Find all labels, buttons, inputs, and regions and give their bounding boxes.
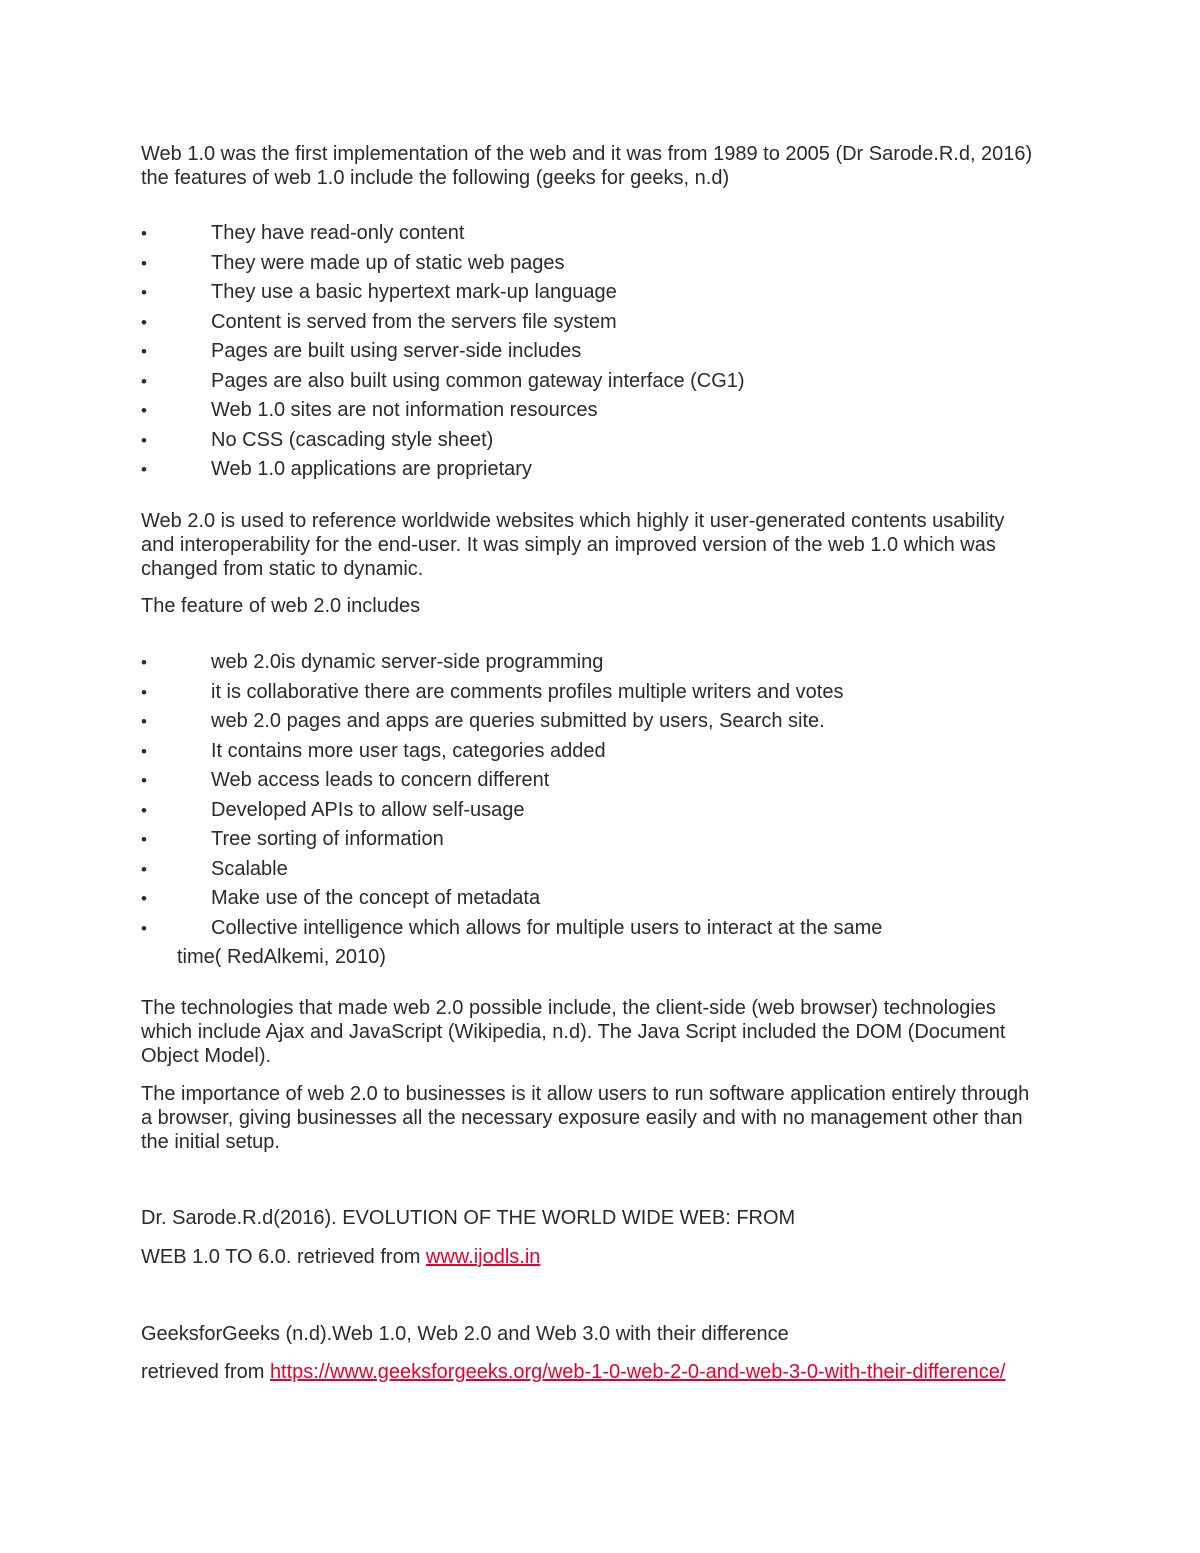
list-item (141, 455, 745, 485)
list-item-text: Web 1.0 applications are proprietary (211, 458, 532, 480)
list-item-text: Developed APIs to allow self-usage (211, 798, 525, 821)
bullet-icon: • (141, 342, 147, 361)
text-line: which include Ajax and JavaScript (Wikipedia, n.d). The Java Script included the DOM (Document (141, 1021, 1006, 1043)
bullet-icon: • (141, 430, 147, 450)
list-item (141, 796, 882, 826)
text-line: and interoperability for the end-user. It was simply an improved version of the web 1.0 which was (141, 534, 996, 556)
list-item (141, 278, 745, 308)
list-item-text: Web 1.0 sites are not information resources (211, 399, 598, 421)
list-item (141, 337, 745, 367)
web2-features-list (141, 648, 882, 943)
reference-text: WEB 1.0 TO 6.0. retrieved from (141, 1246, 426, 1268)
bullet-icon: • (141, 283, 147, 302)
list-item-text: They have read-only content (211, 222, 465, 244)
list-item (141, 825, 882, 855)
list-item (141, 219, 745, 249)
importance-paragraph (141, 1082, 1081, 1154)
bullet-icon: • (141, 653, 147, 672)
list-item-text: Collective intelligence which allows for multiple users to interact at the same (211, 916, 883, 939)
reference-2-line-1: GeeksforGeeks (n.d).Web 1.0, Web 2.0 and Web 3.0 with their difference (141, 1323, 789, 1345)
bullet-icon: • (141, 312, 147, 332)
heading-text: The feature of web 2.0 includes (141, 595, 421, 617)
web1-intro-paragraph (141, 142, 1081, 190)
bullet-icon: • (141, 859, 147, 879)
reference-1-line-2 (141, 1245, 540, 1269)
web1-features-list (141, 219, 745, 485)
bullet-icon: • (141, 371, 147, 391)
reference-2-link[interactable]: https://www.geeksforgeeks.org/web-1-0-web-2-0-and-web-3-0-with-their-difference/ (269, 1361, 1006, 1383)
list-item (141, 737, 882, 767)
list-item-text: web 2.0 pages and apps are queries submitted by users, Search site. (211, 710, 825, 732)
list-item (141, 914, 882, 944)
list-item-text: it is collaborative there are comments profiles multiple writers and votes (211, 680, 844, 703)
list-item (141, 249, 745, 279)
text-line: The importance of web 2.0 to businesses is it allow users to run software application entirely through (141, 1083, 1030, 1105)
reference-text: retrieved from (141, 1361, 270, 1383)
list-item (141, 396, 745, 426)
reference-2-line-2 (141, 1360, 1005, 1384)
list-item-text: Scalable (211, 857, 288, 880)
bullet-icon: • (141, 918, 147, 938)
bullet-icon: • (141, 800, 147, 820)
text-line: changed from static to dynamic. (141, 558, 424, 580)
text-line: Object Model). (141, 1045, 272, 1067)
list-item (141, 678, 882, 708)
reference-1-line-1: Dr. Sarode.R.d(2016). EVOLUTION OF THE WORLD WIDE WEB: FROM (141, 1207, 796, 1229)
bullet-icon: • (141, 224, 147, 243)
list-item (141, 648, 882, 678)
web2-features-heading (141, 594, 1081, 618)
bullet-icon: • (141, 401, 147, 420)
bullet-icon: • (141, 741, 147, 761)
list-item-text: Make use of the concept of metadata (211, 887, 541, 909)
bullet-icon: • (141, 682, 147, 702)
list-item-text: They use a basic hypertext mark-up language (211, 281, 617, 303)
list-item (141, 766, 882, 796)
text-line: Web 1.0 was the first implementation of the web and it was from 1989 to 2005 (Dr Sarode.R.d, 2016) (141, 143, 1033, 165)
list-item (141, 855, 882, 885)
bullet-icon: • (141, 460, 147, 479)
text-line: The technologies that made web 2.0 possible include, the client-side (web browser) technologies (141, 997, 996, 1019)
list-item-text: Content is served from the servers file system (211, 310, 617, 333)
bullet-icon: • (141, 830, 147, 849)
list-item-text: Tree sorting of information (211, 828, 444, 850)
technologies-paragraph (141, 996, 1081, 1068)
list-item (141, 308, 745, 338)
text-line: the features of web 1.0 include the following (geeks for geeks, n.d) (141, 167, 730, 189)
bullet-icon: • (141, 889, 147, 908)
list-item-text: web 2.0is dynamic server-side programming (211, 651, 604, 673)
list-item-text: Web access leads to concern different (211, 769, 550, 791)
list-item-text: No CSS (cascading style sheet) (211, 428, 494, 451)
bullet-icon: • (141, 771, 147, 790)
web2-intro-paragraph (141, 509, 1081, 581)
list-item (141, 884, 882, 914)
text-line: Web 2.0 is used to reference worldwide websites which highly it user-generated contents usability (141, 510, 1005, 532)
list-item (141, 707, 882, 737)
list-item-text: It contains more user tags, categories added (211, 739, 606, 762)
text-line: the initial setup. (141, 1131, 280, 1153)
list-item (141, 367, 745, 397)
reference-1-link[interactable]: www.ijodls.in (425, 1246, 541, 1268)
list-item-continuation: time( RedAlkemi, 2010) (177, 946, 386, 968)
list-item-text: Pages are also built using common gateway interface (CG1) (211, 369, 745, 392)
text-line: a browser, giving businesses all the necessary exposure easily and with no management other than (141, 1107, 1023, 1129)
bullet-icon: • (141, 253, 147, 273)
list-item-text: Pages are built using server-side includes (211, 340, 582, 362)
list-item (141, 426, 745, 456)
bullet-icon: • (141, 712, 147, 731)
list-item-text: They were made up of static web pages (211, 251, 565, 274)
